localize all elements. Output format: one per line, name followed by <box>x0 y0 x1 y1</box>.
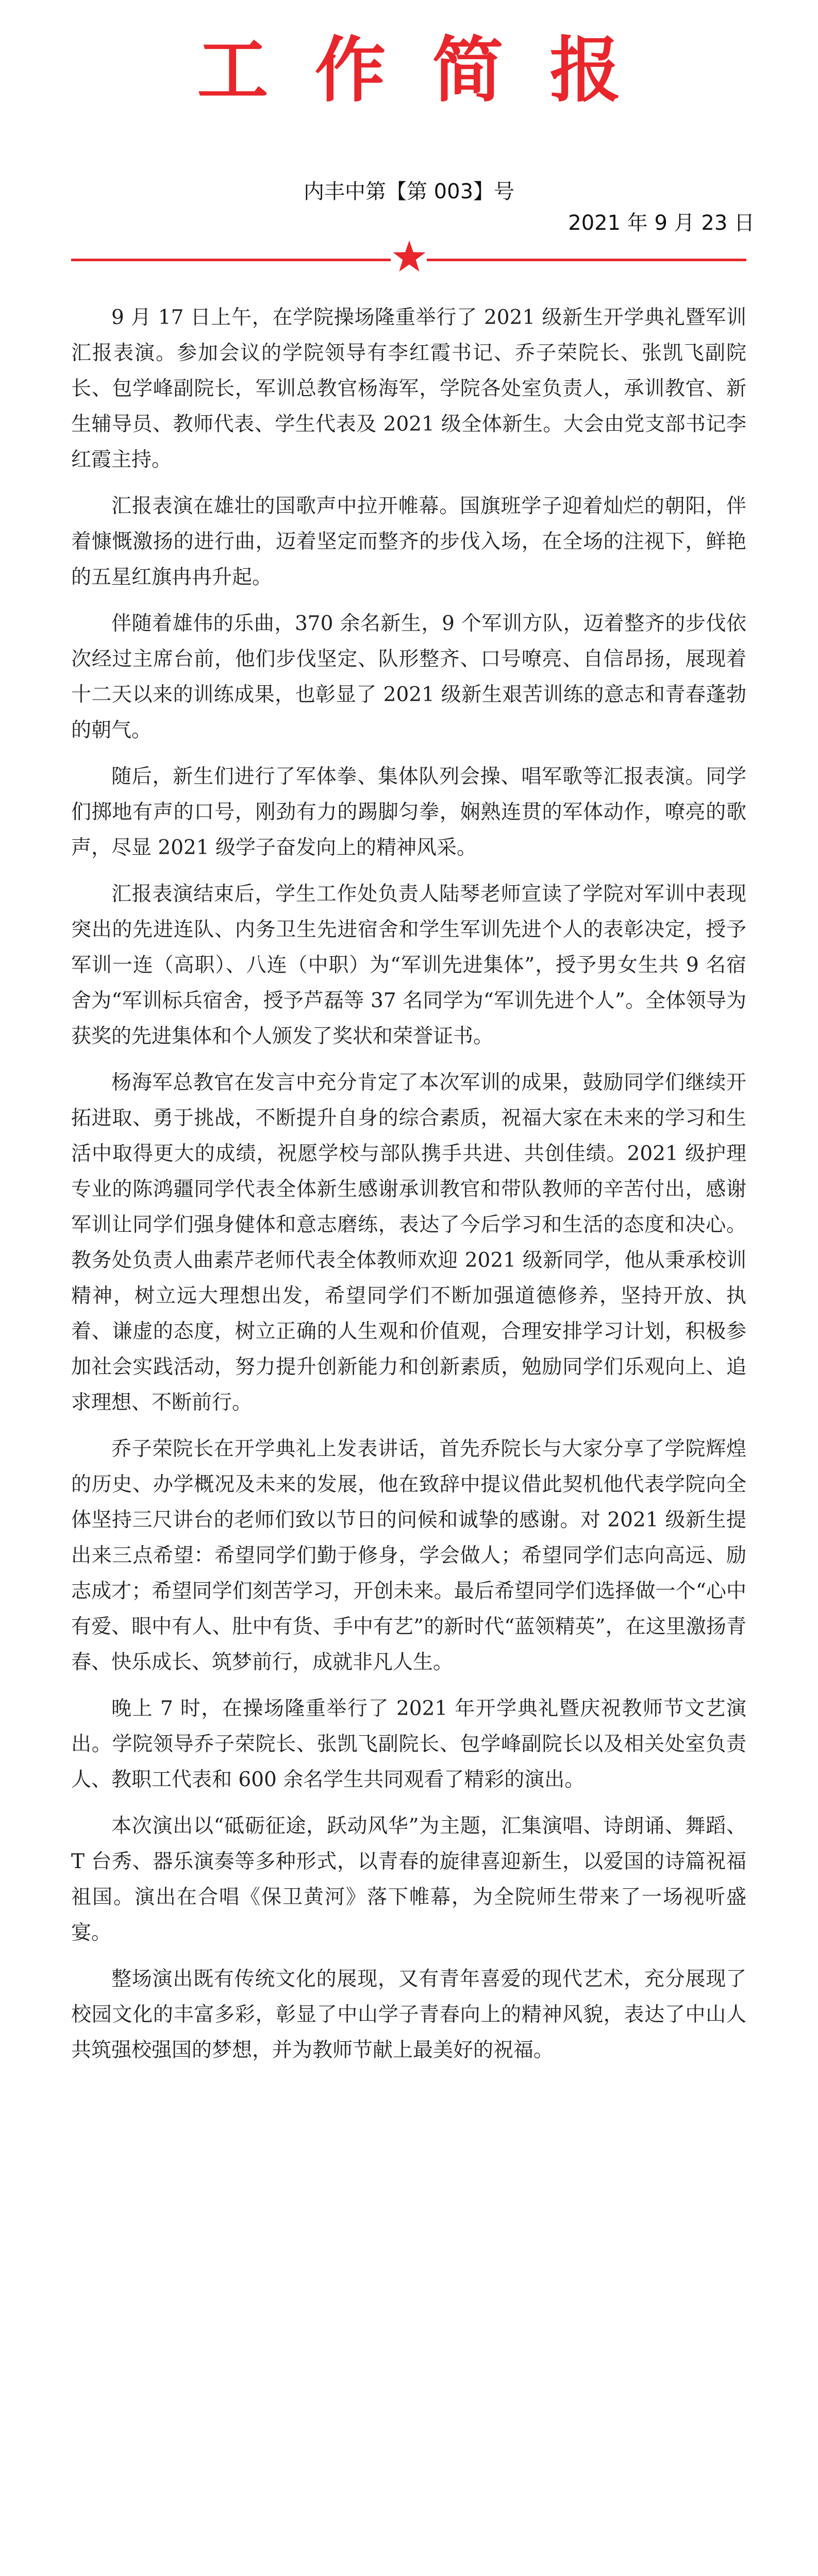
paragraph: 整场演出既有传统文化的展现，又有青年喜爱的现代艺术，充分展现了校园文化的丰富多彩，彰显了中山学子青春向上的精神风貌，表达了中山人共筑强校强国的梦想，并为教师节献上最美好的祝福。 <box>71 1968 746 2062</box>
page-title: 工作简报 <box>197 29 667 112</box>
paragraph: 本次演出以“砥砺征途，跃动风华”为主题，汇集演唱、诗朗诵、舞蹈、T 台秀、器乐演奏等多种形式，以青春的旋律喜迎新生，以爱国的诗篇祝福祖国。演出在合唱《保卫黄河》落下帷幕，为全院师生带来了一场视听盛宴。 <box>71 1815 746 1944</box>
header-divider-right <box>427 259 746 261</box>
paragraph: 汇报表演在雄壮的国歌声中拉开帷幕。国旗班学子迎着灿烂的朝阳，伴着慷慨激扬的进行曲，迈着坚定而整齐的步伐入场，在全场的注视下，鲜艳的五星红旗冉冉升起。 <box>71 495 746 589</box>
paragraph: 9 月 17 日上午，在学院操场隆重举行了 2021 级新生开学典礼暨军训汇报表演。参加会议的学院领导有李红霞书记、乔子荣院长、张凯飞副院长、包学峰副院长，军训总教官杨海军，学院各处室负责人，承训教官、新生辅导员、教师代表、学生代表及 2021 级全体新生。大会由党支部书记李红霞主持。 <box>71 306 746 471</box>
document-number: 内丰中第【第 003】号 <box>303 180 515 204</box>
paragraph: 乔子荣院长在开学典礼上发表讲话，首先乔院长与大家分享了学院辉煌的历史、办学概况及未来的发展，他在致辞中提议借此契机他代表学院向全体坚持三尺讲台的老师们致以节日的问候和诚挚的感谢。对 2021 级新生提出来三点希望：希望同学们勤于修身，学会做人；希望同学们志向高远、励志成才；希望同学们刻苦学习，开创未来。最后希望同学们选择做一个“心中有爱、眼中有人、肚中有货、手中有艺”的新时代“蓝领精英”，在这里激扬青春、快乐成长、筑梦前行，成就非凡人生。 <box>71 1437 746 1674</box>
paragraph: 随后，新生们进行了军体拳、集体队列会操、唱军歌等汇报表演。同学们掷地有声的口号，刚劲有力的踢脚匀拳，娴熟连贯的军体动作，嘹亮的歌声，尽显 2021 级学子奋发向上的精神风采。 <box>71 765 746 859</box>
star-icon <box>391 239 427 275</box>
paragraph: 汇报表演结束后，学生工作处负责人陆琴老师宣读了学院对军训中表现突出的先进连队、内务卫生先进宿舍和学生军训先进个人的表彰决定，授予军训一连（高职）、八连（中职）为“军训先进集体”，授予男女生共 9 名宿舍为“军训标兵宿舍，授予芦磊等 37 名同学为“军训先进个人”。全体领导为获奖的先进集体和个人颁发了奖状和荣誉证书。 <box>71 883 746 1048</box>
article-body <box>71 300 746 2079</box>
header-divider-left <box>71 259 391 261</box>
header-date: 2021 年 9 月 23 日 <box>568 211 755 235</box>
paragraph: 杨海军总教官在发言中充分肯定了本次军训的成果，鼓励同学们继续开拓进取、勇于挑战，不断提升自身的综合素质，祝福大家在未来的学习和生活中取得更大的成绩，祝愿学校与部队携手共进、共创佳绩。2021 级护理专业的陈鸿疆同学代表全体新生感谢承训教官和带队教师的辛苦付出，感谢军训让同学们强身健体和意志磨练，表达了今后学习和生活的态度和决心。教务处负责人曲素芹老师代表全体教师欢迎 2021 级新同学，他从秉承校训精神，树立远大理想出发，希望同学们不断加强道德修养，坚持开放、执着、谦虚的态度，树立正确的人生观和价值观，合理安排学习计划，积极参加社会实践活动，努力提升创新能力和创新素质，勉励同学们乐观向上、追求理想、不断前行。 <box>71 1071 746 1414</box>
paragraph: 晚上 7 时，在操场隆重举行了 2021 年开学典礼暨庆祝教师节文艺演出。学院领导乔子荣院长、张凯飞副院长、包学峰副院长以及相关处室负责人、教职工代表和 600 余名学生共同观看了精彩的演出。 <box>71 1697 746 1791</box>
paragraph: 伴随着雄伟的乐曲，370 余名新生，9 个军训方队，迈着整齐的步伐依次经过主席台前，他们步伐坚定、队形整齐、口号嘹亮、自信昂扬，展现着十二天以来的训练成果，也彰显了 2021 级新生艰苦训练的意志和青春蓬勃的朝气。 <box>71 612 746 742</box>
